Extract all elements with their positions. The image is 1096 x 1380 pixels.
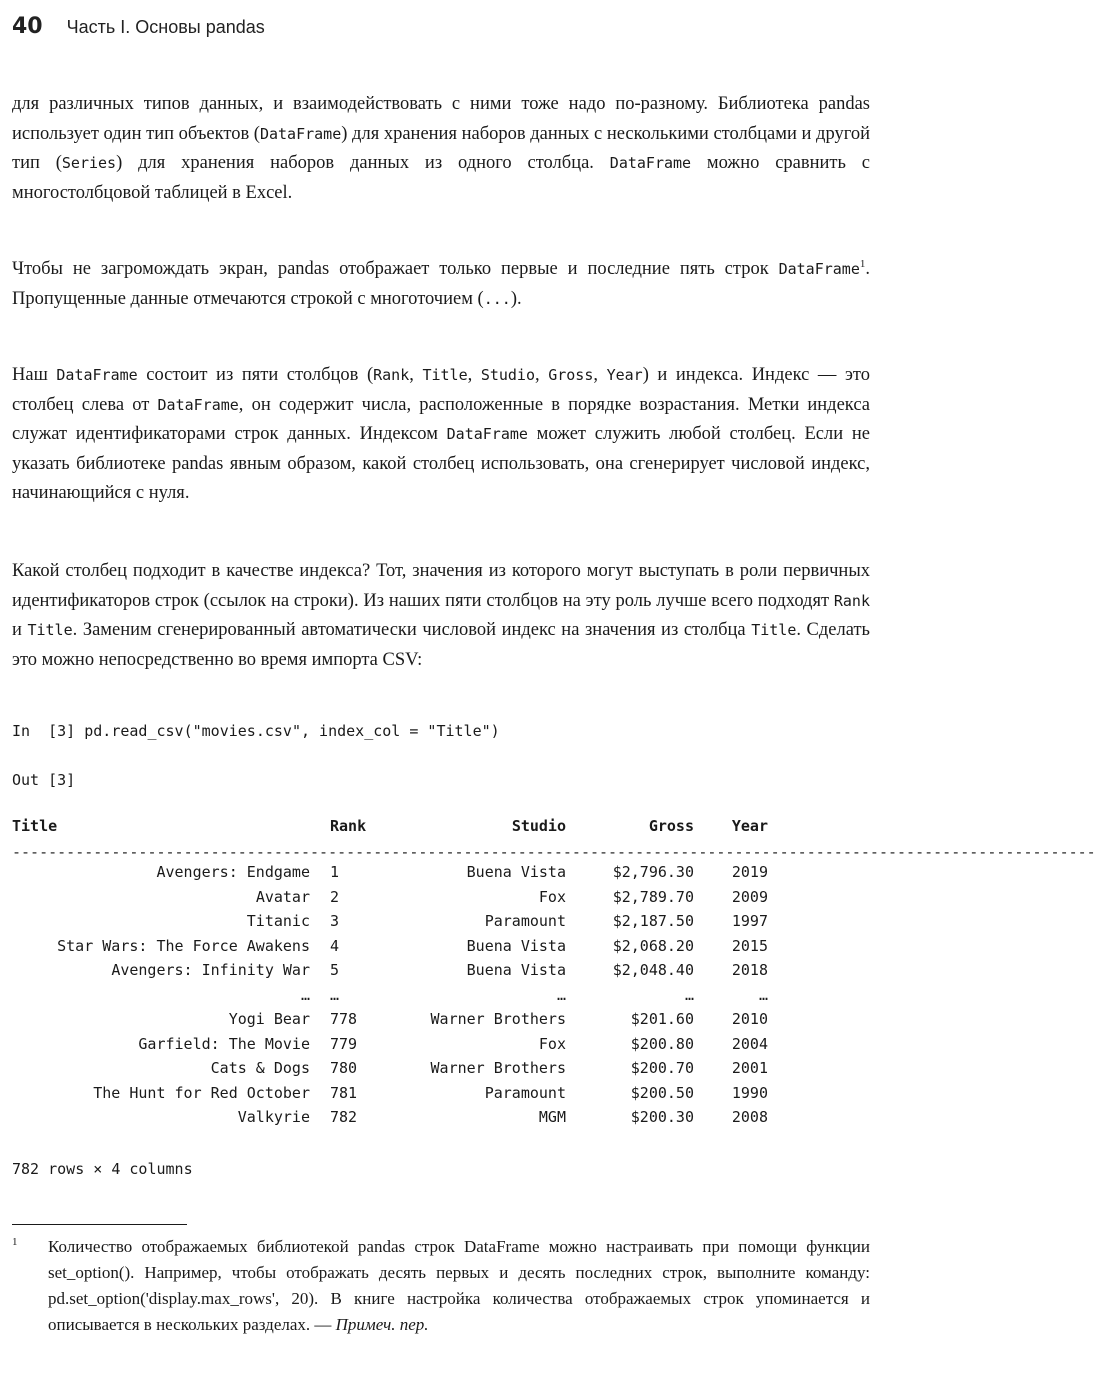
cell-title: Avengers: Endgame — [156, 863, 310, 881]
table-row — [12, 1108, 782, 1133]
cell-gross: $2,187.50 — [612, 912, 694, 930]
cell-year: 1990 — [731, 1083, 768, 1102]
cell-year: 2008 — [731, 1108, 768, 1126]
footnote-reference: 1 — [859, 257, 866, 270]
table-row — [12, 888, 782, 913]
table-row — [12, 1035, 782, 1060]
cell-title: Valkyrie — [237, 1108, 310, 1126]
cell-title: The Hunt for Red October — [93, 1083, 310, 1102]
cell-rank: 779 — [330, 1034, 358, 1053]
inline-code: Gross — [548, 366, 594, 384]
footnote-text: Количество отображаемых библиотекой pandas строк DataFrame можно настраивать при помощи функции set_option(). Например, чтобы отображать десять первых и десять последних строк, выполните команду: pd.set_option('display.max_rows', 20). В книге настройка количества отображаемых строк упоминается и описывается в нескольких разделах. — Примеч. пер. — [48, 1237, 870, 1334]
cell-gross: $200.80 — [630, 1034, 694, 1053]
inline-code: DataFrame — [157, 395, 239, 414]
table-row — [12, 1084, 782, 1109]
cell-gross: $2,068.20 — [612, 936, 694, 955]
cell-gross: $2,796.30 — [612, 863, 694, 881]
page-header — [12, 14, 265, 46]
cell-studio: Buena Vista — [466, 863, 566, 881]
dataframe-summary: 782 rows × 4 columns — [12, 1160, 193, 1178]
code-input: In [3] pd.read_csv("movies.csv", index_col = "Title") — [12, 722, 500, 740]
inline-code: Title — [751, 621, 797, 639]
footnote-divider — [12, 1224, 187, 1225]
cell-year: 2010 — [731, 1010, 768, 1028]
cell-studio: Buena Vista — [466, 936, 566, 955]
cell-gross: $200.50 — [630, 1083, 694, 1102]
cell-year: 2019 — [731, 863, 768, 881]
table-row — [12, 863, 782, 888]
cell-rank: 780 — [330, 1059, 358, 1077]
footnote-marker: 1 — [12, 1236, 18, 1248]
header-title: Title — [12, 817, 58, 835]
inline-code: DataFrame — [56, 366, 138, 384]
cell-year: 2018 — [731, 961, 768, 979]
inline-code: ... — [483, 289, 511, 308]
cell-rank: 2 — [330, 887, 340, 906]
ellipsis-row — [12, 986, 782, 1011]
inline-code: Rank — [833, 591, 870, 610]
cell-title: … — [300, 985, 310, 1004]
table-row — [12, 961, 782, 986]
inline-code: Year — [606, 366, 643, 384]
cell-studio: Buena Vista — [466, 961, 566, 979]
inline-code: DataFrame — [778, 260, 860, 278]
cell-year: 1997 — [731, 912, 768, 930]
inline-code: Studio — [480, 366, 535, 384]
inline-code: DataFrame — [609, 154, 692, 172]
cell-rank: 782 — [330, 1108, 358, 1126]
cell-year: 2004 — [731, 1034, 768, 1053]
cell-year: 2001 — [731, 1059, 768, 1077]
cell-gross: $201.60 — [630, 1010, 694, 1028]
cell-gross: … — [684, 985, 694, 1004]
cell-year: 2015 — [731, 936, 768, 955]
table-row — [12, 912, 782, 937]
inline-code: Rank — [373, 366, 410, 384]
cell-rank: … — [330, 985, 340, 1004]
header-studio: Studio — [511, 817, 566, 835]
cell-rank: 3 — [330, 912, 340, 930]
paragraph-3: Наш DataFrame состоит из пяти столбцов (Rank, Title, Studio, Gross, Year) и индекса. Индекс — это столбец слева от DataFrame, он содержит числа, расположенные в порядке возрастания. Метки индекса служат идентификаторами строк данных. Индексом DataFrame может служить любой столбец. Если не указать библиотеке pandas явным образом, какой столбец использовать, она сгенерирует числовой индекс, начинающийся с нуля. — [12, 365, 871, 503]
cell-title: Avengers: Infinity War — [111, 961, 310, 979]
inline-code: DataFrame — [259, 124, 342, 143]
table-row — [12, 937, 782, 962]
cell-gross: $2,789.70 — [612, 887, 694, 906]
dataframe-output — [12, 817, 1096, 1133]
cell-studio: Paramount — [484, 912, 566, 930]
cell-year: 2009 — [731, 887, 768, 906]
paragraph-1: для различных типов данных, и взаимодействовать с ними тоже надо по-разному. Библиотека pandas использует один тип объектов (DataFrame) для хранения наборов данных с несколькими столбцами и другой тип (Series) для хранения наборов данных из одного столбца. DataFrame можно сравнить с многостолбцовой таблицей в Excel. — [12, 94, 871, 203]
inline-code: Series — [61, 154, 117, 172]
cell-studio: Warner Brothers — [430, 1010, 566, 1028]
footnote — [12, 1234, 870, 1338]
cell-rank: 1 — [330, 863, 340, 881]
table-row — [12, 1059, 782, 1084]
page-number: 40 — [12, 14, 43, 39]
translator-note: Примеч. пер. — [335, 1315, 429, 1334]
cell-rank: 781 — [330, 1083, 358, 1102]
cell-gross: $2,048.40 — [612, 961, 694, 979]
cell-studio: Paramount — [484, 1083, 566, 1102]
inline-code: Title — [27, 621, 73, 639]
cell-studio: MGM — [538, 1108, 566, 1126]
running-head: Часть I. Основы pandas — [66, 17, 265, 37]
header-separator: ------------------------------------------------------------------------------------------------------------------------ — [12, 843, 1096, 861]
cell-title: Garfield: The Movie — [138, 1034, 310, 1053]
cell-title: Yogi Bear — [228, 1010, 310, 1028]
inline-code: DataFrame — [446, 425, 528, 443]
cell-rank: 778 — [330, 1010, 358, 1028]
header-gross: Gross — [648, 817, 694, 835]
cell-title: Titanic — [246, 912, 310, 930]
cell-studio: Fox — [538, 1034, 566, 1053]
cell-year: … — [758, 985, 768, 1004]
paragraph-2: Чтобы не загромождать экран, pandas отображает только первые и последние пять строк DataFrame$^1$. Пропущенные данные отмечаются строкой с многоточием (...). — [12, 257, 870, 309]
paragraph-4: Какой столбец подходит в качестве индекса? Тот, значения из которого могут выступать в роли первичных идентификаторов строк (ссылок на строки). Из наших пяти столбцов на эту роль лучше всего подходят Rank и Title. Заменим сгенерированный автоматически числовой индекс на значения из столбца Title. Сделать это можно непосредственно во время импорта CSV: — [12, 561, 870, 670]
cell-studio: Fox — [538, 887, 566, 906]
cell-title: Star Wars: The Force Awakens — [57, 936, 310, 955]
header-rank: Rank — [330, 817, 367, 835]
dataframe-header-row — [12, 817, 782, 841]
cell-studio: … — [556, 985, 566, 1004]
cell-gross: $200.30 — [630, 1108, 694, 1126]
cell-title: Avatar — [255, 887, 310, 906]
header-year: Year — [731, 817, 768, 835]
cell-studio: Warner Brothers — [430, 1059, 566, 1077]
cell-rank: 5 — [330, 961, 340, 979]
cell-rank: 4 — [330, 936, 340, 955]
code-output-label: Out [3] — [12, 771, 76, 789]
cell-title: Cats & Dogs — [210, 1059, 310, 1077]
inline-code: Title — [422, 366, 468, 384]
cell-gross: $200.70 — [630, 1059, 694, 1077]
table-row — [12, 1010, 782, 1035]
